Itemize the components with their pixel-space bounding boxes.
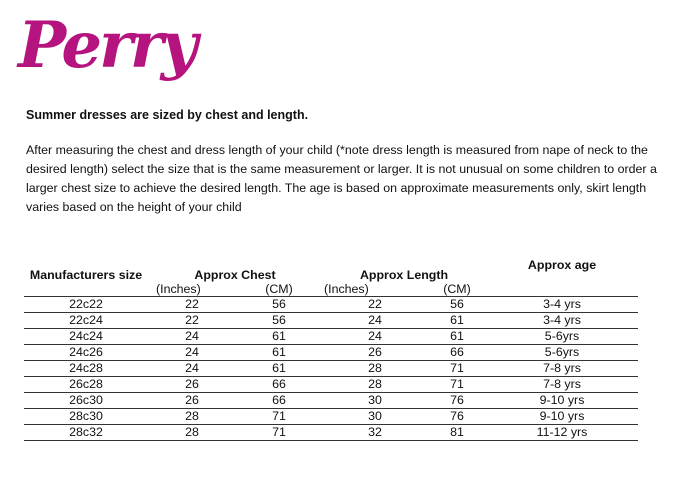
table-row xyxy=(24,313,638,329)
cell-chest-inches: 22 xyxy=(148,313,236,329)
perry-logo: Perry xyxy=(18,8,195,83)
cell-chest-cm: 71 xyxy=(236,409,322,425)
cell-size: 26c28 xyxy=(24,377,148,393)
table-row xyxy=(24,425,638,441)
cell-size: 28c30 xyxy=(24,409,148,425)
cell-chest-cm: 61 xyxy=(236,361,322,377)
cell-size: 24c26 xyxy=(24,345,148,361)
cell-length-inches: 26 xyxy=(322,345,428,361)
table-row xyxy=(24,393,638,409)
page-heading: Summer dresses are sized by chest and length. xyxy=(26,108,309,122)
table-row xyxy=(24,297,638,313)
cell-length-cm: 76 xyxy=(428,393,486,409)
unit-chest-inches: (Inches) xyxy=(156,282,201,296)
cell-chest-cm: 56 xyxy=(236,313,322,329)
cell-length-cm: 66 xyxy=(428,345,486,361)
cell-length-inches: 24 xyxy=(322,313,428,329)
cell-length-cm: 71 xyxy=(428,361,486,377)
unit-length-cm: (CM) xyxy=(443,282,471,296)
cell-length-inches: 30 xyxy=(322,409,428,425)
cell-chest-cm: 61 xyxy=(236,329,322,345)
cell-chest-inches: 24 xyxy=(148,329,236,345)
cell-chest-inches: 22 xyxy=(148,297,236,313)
cell-size: 26c30 xyxy=(24,393,148,409)
header-approx-age: Approx age xyxy=(527,258,597,272)
cell-approx-age: 5-6yrs xyxy=(486,329,638,345)
cell-chest-inches: 26 xyxy=(148,393,236,409)
cell-length-cm: 71 xyxy=(428,377,486,393)
cell-chest-cm: 66 xyxy=(236,377,322,393)
table-row xyxy=(24,409,638,425)
header-approx-chest: Approx Chest xyxy=(194,268,276,282)
cell-length-inches: 24 xyxy=(322,329,428,345)
cell-length-inches: 28 xyxy=(322,377,428,393)
cell-size: 24c28 xyxy=(24,361,148,377)
cell-approx-age: 11-12 yrs xyxy=(486,425,638,441)
cell-length-cm: 76 xyxy=(428,409,486,425)
cell-size: 28c32 xyxy=(24,425,148,441)
size-chart-table xyxy=(24,256,638,441)
cell-size: 24c24 xyxy=(24,329,148,345)
cell-chest-inches: 24 xyxy=(148,345,236,361)
cell-size: 22c24 xyxy=(24,313,148,329)
unit-chest-cm: (CM) xyxy=(265,282,293,296)
unit-length-inches: (Inches) xyxy=(324,282,369,296)
intro-paragraph: After measuring the chest and dress length of your child (*note dress length is measured from nape of neck to the desired length) select the size that is the same measurement or larger. It is not unusual on some children to order a larger chest size to achieve the desired length. The age is based on approximate measurements only, skirt length varies based on the height of your child xyxy=(26,143,657,214)
header-approx-length: Approx Length xyxy=(359,268,449,282)
cell-approx-age: 7-8 yrs xyxy=(486,377,638,393)
header-manufacturers-size: Manufacturers size xyxy=(29,268,143,282)
table-row xyxy=(24,361,638,377)
cell-length-inches: 28 xyxy=(322,361,428,377)
cell-chest-inches: 26 xyxy=(148,377,236,393)
table-row xyxy=(24,377,638,393)
cell-length-cm: 61 xyxy=(428,313,486,329)
cell-length-inches: 30 xyxy=(322,393,428,409)
cell-chest-cm: 71 xyxy=(236,425,322,441)
cell-length-cm: 61 xyxy=(428,329,486,345)
cell-approx-age: 9-10 yrs xyxy=(486,393,638,409)
cell-length-cm: 56 xyxy=(428,297,486,313)
cell-approx-age: 3-4 yrs xyxy=(486,313,638,329)
cell-approx-age: 7-8 yrs xyxy=(486,361,638,377)
cell-chest-inches: 28 xyxy=(148,425,236,441)
cell-approx-age: 3-4 yrs xyxy=(486,297,638,313)
cell-length-inches: 32 xyxy=(322,425,428,441)
cell-length-cm: 81 xyxy=(428,425,486,441)
cell-size: 22c22 xyxy=(24,297,148,313)
cell-length-inches: 22 xyxy=(322,297,428,313)
cell-approx-age: 5-6yrs xyxy=(486,345,638,361)
table-row xyxy=(24,345,638,361)
cell-chest-cm: 56 xyxy=(236,297,322,313)
cell-chest-cm: 66 xyxy=(236,393,322,409)
cell-chest-inches: 28 xyxy=(148,409,236,425)
cell-chest-cm: 61 xyxy=(236,345,322,361)
size-chart-body xyxy=(24,297,638,441)
cell-approx-age: 9-10 yrs xyxy=(486,409,638,425)
cell-chest-inches: 24 xyxy=(148,361,236,377)
table-row xyxy=(24,329,638,345)
